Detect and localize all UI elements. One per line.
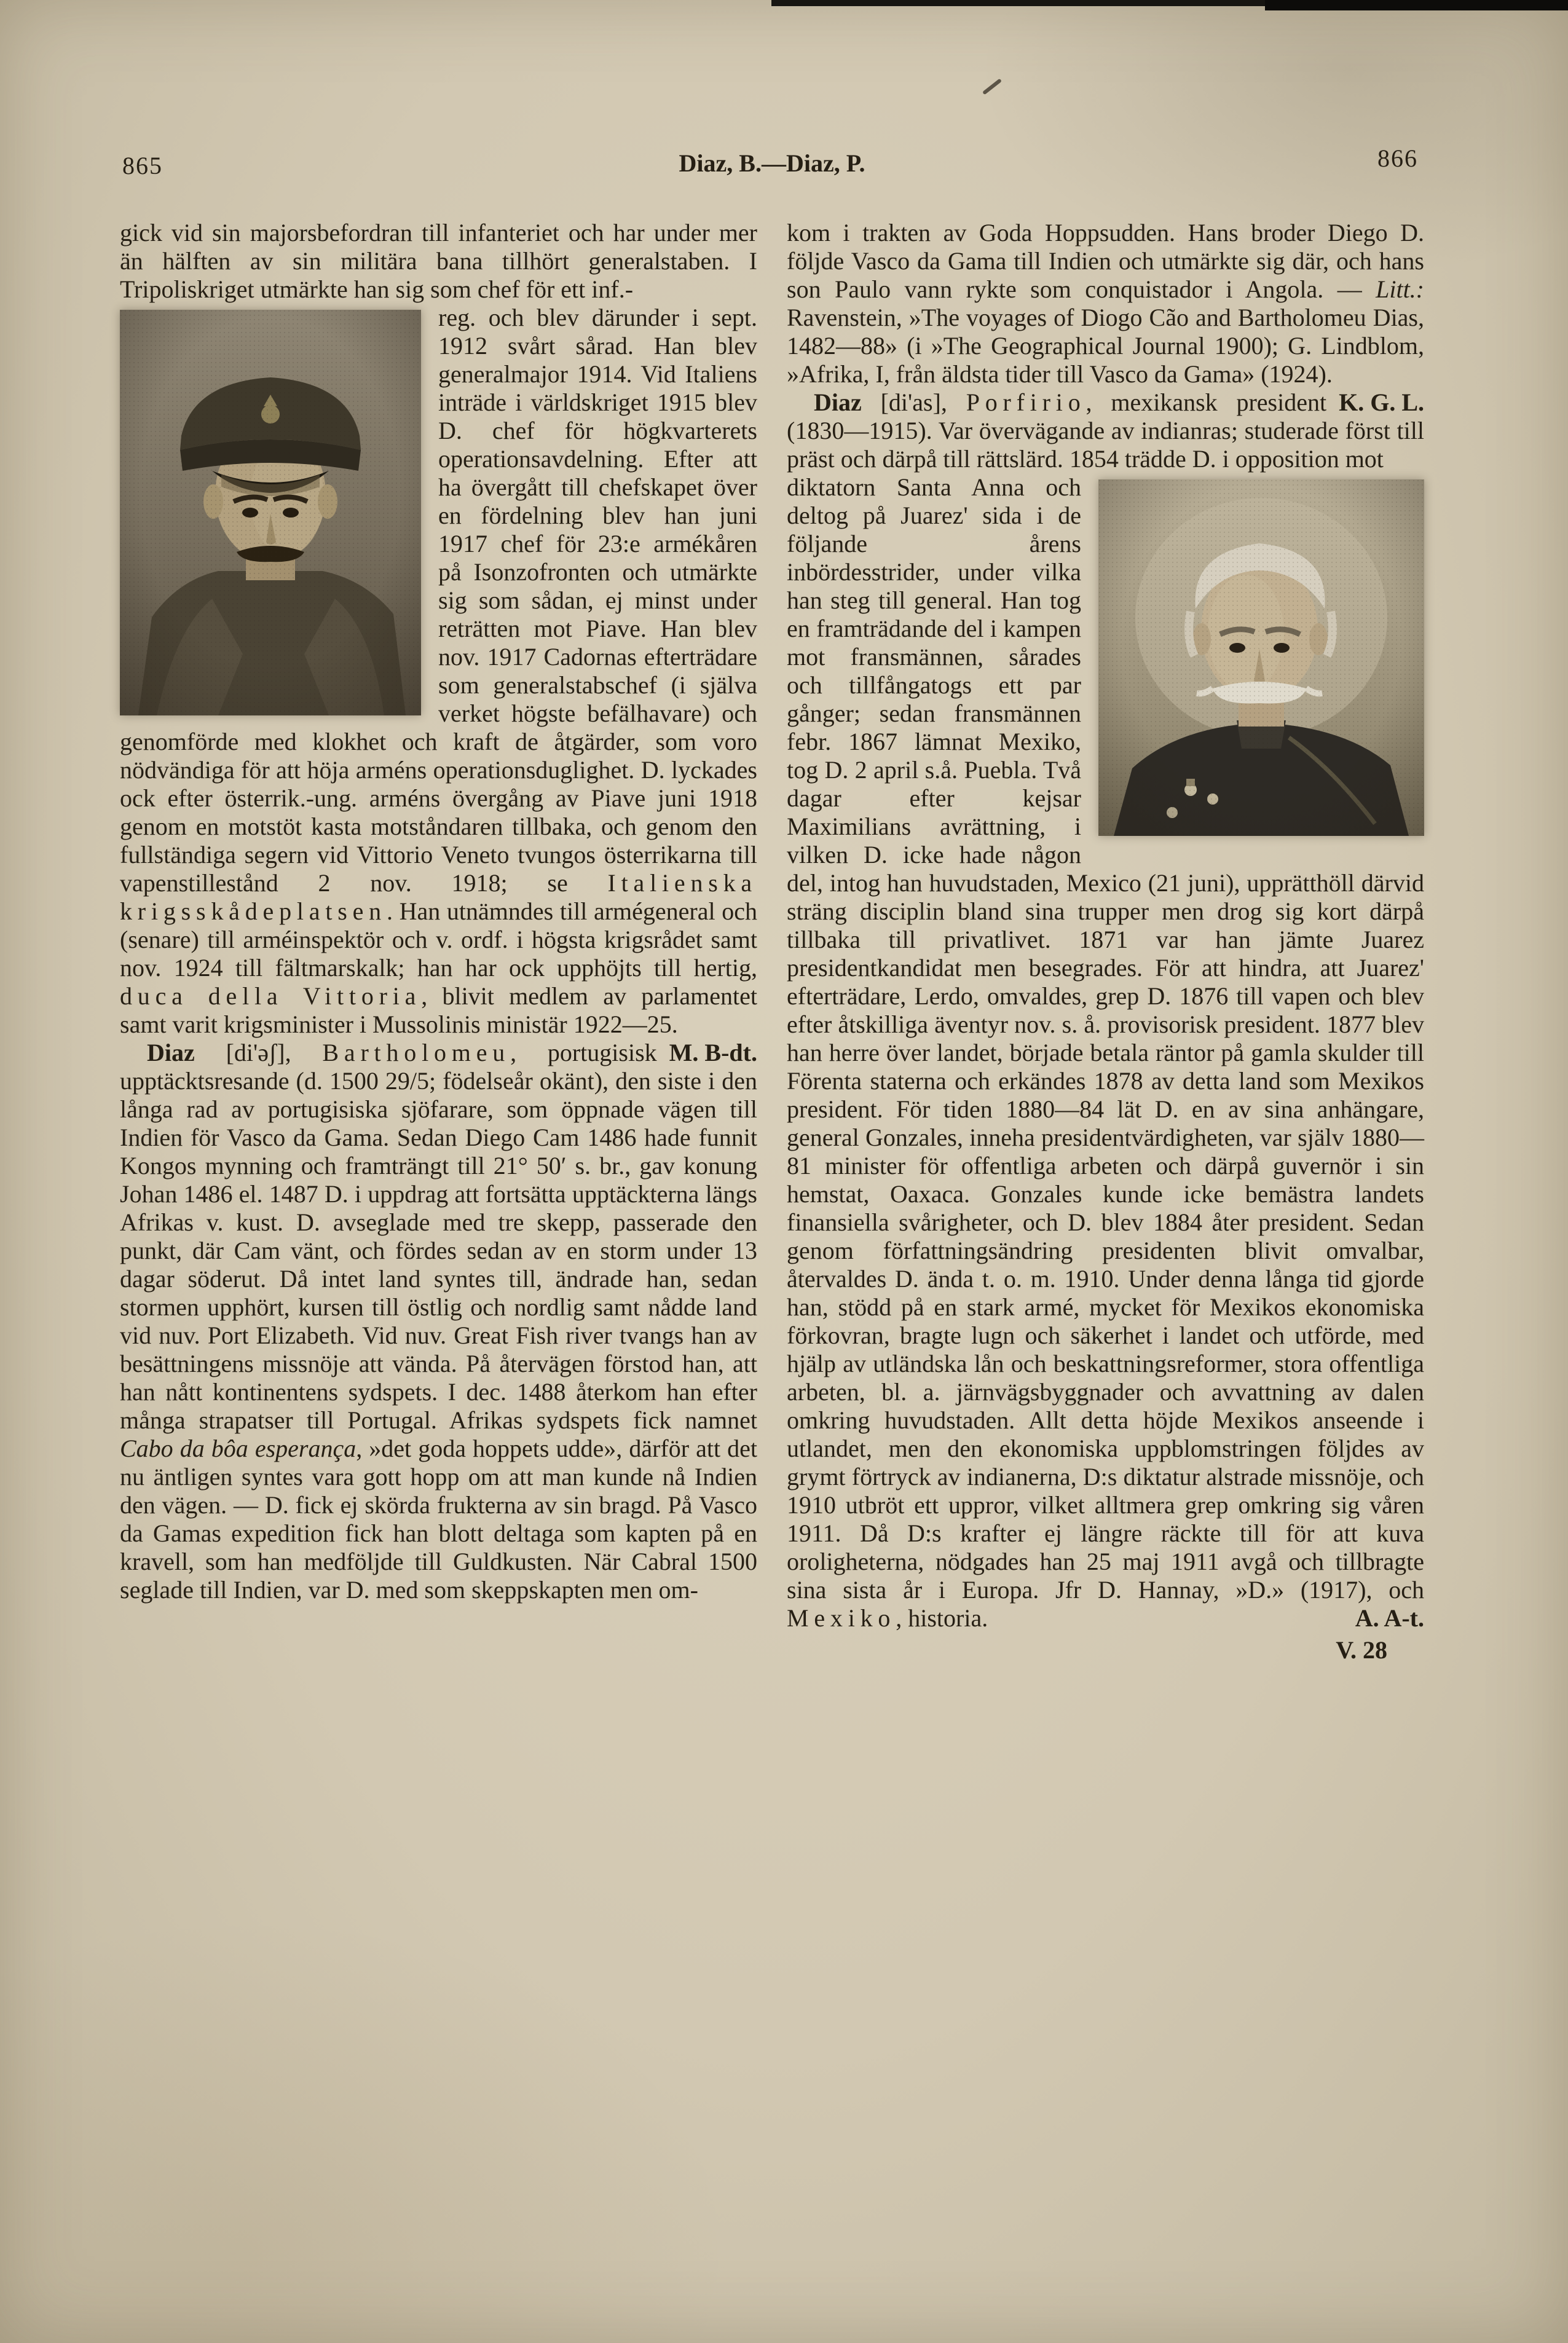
volume-marker: V. 28: [1336, 1636, 1387, 1664]
author-signature: A. A-t.: [1355, 1604, 1424, 1632]
entry-diaz-porfirio-body: [787, 473, 1424, 1632]
text-run: [di'as],: [861, 388, 966, 416]
entry-diaz-bartholomeu: [120, 1039, 757, 1604]
scan-artifact-bar: [771, 0, 1275, 6]
text-run: Ravenstein, »The voyages of Diogo Cão and Bartholomeu Dias, 1482—88» (i »The Geographical Journal 1900); G. Lindblom, »Afrika, I, från äldsta tider till Vasco da Gama» (1924).: [787, 304, 1424, 388]
text-run: . Han utnämndes till armégeneral och (senare) till arméinspektör och v. ordf. i högsta krigsrådet samt nov. 1924 till fältmarskalk; han har ock upphöjts till hertig,: [120, 897, 757, 982]
page-content: [120, 144, 1424, 1664]
text-run: kom i trakten av Goda Hoppsudden. Hans broder Diego D. följde Vasco da Gama till Indien och utmärkte sig där, och hans son Paulo vann rykte som conquistador i Angola. —: [787, 219, 1424, 303]
author-signature: M. B-dt.: [669, 1039, 757, 1066]
text-run: , historia.: [896, 1604, 988, 1632]
text-run: Mexiko: [787, 1604, 896, 1632]
text-run: [di'əʃ],: [194, 1039, 323, 1066]
scan-artifact-bar: [1265, 0, 1568, 10]
text-run: Bartholomeu: [322, 1039, 511, 1066]
text-run: diktatorn Santa Anna och deltog på Juarez' sida i de följande årens inbördesstrider, under vilka han steg till general. Han tog en framträdande del i kampen mot fransmännen, sårades och tillfångatogs ett par gånger; sedan fransmännen febr. 1867 lämnat Mexiko, tog D. 2 april s.å. Puebla. Två dagar efter kejsar Maximilians avrättning, i vilken D. icke hade någon del, intog han huvudstaden, Mexico (21 juni), upprätthöll därvid sträng disciplin bland sina trupper men drog sig kort därpå tillbaka till privatlivet. 1871 var han jämte Juarez presidentkandidat men besegrades. För att hindra, att Juarez' efterträdare, Lerdo, omvaldes, grep D. 1876 till vapen och blev efter åtskilliga äventyr nov. s. å. provisorisk president. 1877 blev han herre över landet, började betala räntor på gamla skulder till Förenta staterna och erkändes 1878 av detta land som Mexikos president. För tiden 1880—84 lät D. en av sina anhängare, general Gonzales, inneha presidentvärdigheten, var själv 1880—81 minister för offentliga arbeten och därpå guvernör i sin hemstat, Oaxaca. Gonzales kunde icke bemästra landets finansiella svårigheter, och D. blev 1884 åter president. Sedan genom författningsändring presidenten blivit omvalbar, återvaldes D. ända t. o. m. 1910. Under denna långa tid gjorde han, stödd på en stark armé, mycket för Mexikos ekonomiska förkovran, bragte lugn och säkerhet i landet och utförde, med hjälp av utländska lån och beskattningsreformer, stora offentliga arbeten, bl. a. järnvägsbyggnader och avvattning av dalen omkring huvudstaden. Allt detta höjde Mexikos anseende i utlandet, men den ekonomiska uppblomstringen följdes av grymt förtryck av indianerna, D:s diktatur alstrade missnöje, och 1910 utbröt ett uppror, vilket alltmera grep omkring sig våren 1911. Då D:s krafter ej längre räckte till för att kuva oroligheterna, nödgades han 25 maj 1911 avgå och tillbragte sina sista år i Europa. Jfr D. Hannay, »D.» (1917), och: [787, 473, 1424, 1604]
porfirio-diaz-portrait-photo: [1098, 479, 1424, 836]
text-run: Cabo da bôa esperança: [120, 1435, 357, 1462]
text-run: Litt.:: [1376, 275, 1424, 303]
running-title: Diaz, B.—Diaz, P.: [679, 149, 865, 177]
entry-diaz-armando-continuation: [120, 219, 757, 304]
text-run: , blivit medlem av parlamentet samt varit krigsminister i Mussolinis ministär 1922—25.: [120, 982, 758, 1038]
left-page-number: 865: [122, 152, 163, 179]
text-run: , mexikansk president (1830—1915). Var övervägande av indianras; studerade först till präst och därpå till rättslärd. 1854 trädde D. i opposition mot: [787, 388, 1424, 473]
portrait-photo-image: [1098, 479, 1424, 836]
page-header: [120, 144, 1424, 186]
text-run: , »det goda hoppets udde», därför att det nu äntligen syntes vara gott hopp om att man kunde nå Indien den vägen. — D. fick ej skörda frukterna av sin bragd. På Vasco da Gamas expedition fick han blott deltaga som kapten på en kravell, som han medföljde till Guldkusten. När Cabral 1500 seglade till Indien, var D. med som skeppskapten men om-: [120, 1435, 758, 1604]
text-run: Diaz: [147, 1039, 195, 1066]
text-run: Italienska krigsskådeplatsen: [120, 869, 757, 925]
text-run: gick vid sin majorsbefordran till infanteriet och har under mer än hälften av sin militära bana tillhört generalstaben. I Tripoliskriget utmärkte han sig som chef för ett inf.-: [120, 219, 757, 303]
author-signature: K. G. L.: [1339, 388, 1424, 416]
scan-pen-mark: [982, 79, 1002, 95]
two-column-text: [120, 219, 1424, 1664]
right-column: [787, 219, 1424, 1664]
text-run: Porfirio: [966, 388, 1086, 416]
text-run: Diaz: [814, 388, 862, 416]
text-run: , portugisisk upptäcktsresande (d. 1500 29/5; födelseår okänt), den siste i den långa rad av portugisiska sjöfarare, som öppnade vägen till Indien för Vasco da Gama. Sedan Diego Cam 1486 hade funnit Kongos mynning och framträngt till 21° 50′ s. br., gav konung Johan 1486 el. 1487 D. i uppdrag att fortsätta upptäckterna längs Afrikas v. kust. D. avseglade med tre skepp, passerade den punkt, där Cam vänt, och fördes sedan av en storm under 13 dagar söderut. Då intet land syntes till, ändrade han, sedan stormen upphört, kursen till östlig och nordlig samt nådde land vid nuv. Port Elizabeth. Vid nuv. Great Fish river tvangs han av besättningens missnöje att vända. På återvägen förstod han, att han nått kontinentens sydspets. I dec. 1488 återkom han efter många strapatser till Portugal. Afrikas sydspets fick namnet: [120, 1039, 757, 1434]
text-run: reg. och blev därunder i sept. 1912 svårt sårad. Han blev generalmajor 1914. Vid Italiens inträde i världskriget 1915 blev D. chef för högkvarterets operationsavdelning. Efter att ha övergått till chefskapet över en fördelning blev han juni 1917 chef för 23:e armékåren på Isonzofronten och utmärkte sig som sådan, ej minst under reträtten mot Piave. Han blev nov. 1917 Cadornas efterträdare som generalstabschef (i själva verket högste befälhavare) och genomförde med klokhet och kraft de åtgärder, som voro nödvändiga för att höja arméns operationsduglighet. D. lyckades ock efter österrik.-ung. arméns övergång av Piave juni 1918 genom en motstöt kasta motståndaren tillbaka, och genom den fullständiga segern vid Vittorio Veneto tvungos österrikarna till vapenstillestånd 2 nov. 1918; se: [120, 304, 757, 897]
left-column: [120, 219, 757, 1664]
portrait-photo-image: [120, 310, 421, 715]
right-page-number: 866: [1377, 144, 1418, 172]
text-run: duca della Vittoria: [120, 982, 422, 1010]
armando-diaz-portrait-photo: [120, 310, 421, 715]
